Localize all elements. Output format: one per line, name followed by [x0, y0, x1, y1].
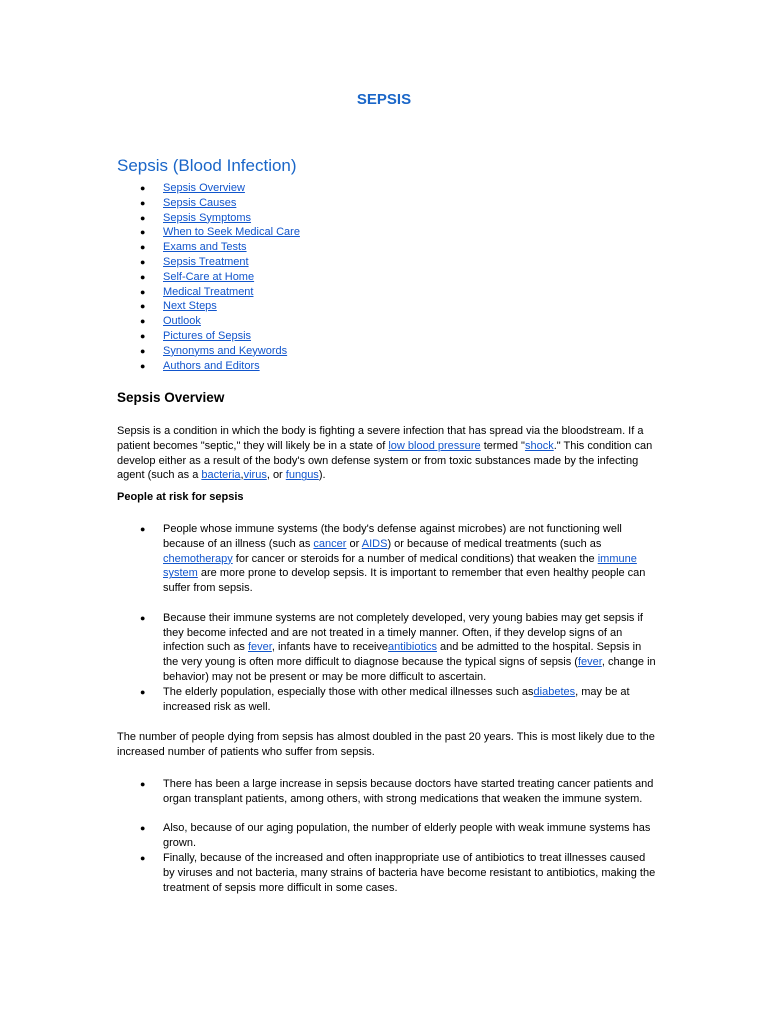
bullet-icon: ●	[140, 330, 146, 341]
toc-link-next-steps[interactable]: Next Steps	[163, 300, 217, 313]
text-span: Also, because of our aging population, the number of elderly people with weak immune systems has grown.	[163, 822, 651, 850]
link-fever[interactable]: fever	[577, 656, 602, 669]
toc-item	[117, 240, 300, 255]
toc-item	[117, 225, 300, 240]
toc-link-pictures[interactable]: Pictures of Sepsis	[163, 329, 252, 342]
toc-link-outlook[interactable]: Outlook	[163, 315, 201, 328]
bullet-icon: ●	[140, 212, 146, 223]
text-span: Finally, because of the increased and often inappropriate use of antibiotics to treat illnesses caused by viruses and not bacteria, many strains of bacteria have become resistant to antibiotics, making the treatment of sepsis more difficult in some cases.	[163, 851, 656, 894]
link-bacteria[interactable]: bacteria	[201, 469, 241, 482]
link-fungus[interactable]: fungus	[285, 469, 319, 482]
bullet-icon: ●	[140, 301, 146, 312]
toc-item	[117, 211, 300, 226]
text-span: are more prone to develop sepsis. It is important to remember that even healthy people can suffer from sepsis.	[163, 567, 646, 595]
mortality-paragraph: The number of people dying from sepsis has almost doubled in the past 20 years. This is most likely due to the increased number of patients who suffer from sepsis.	[117, 731, 655, 758]
link-diabetes[interactable]: diabetes	[533, 685, 576, 698]
toc-item	[117, 255, 300, 270]
overview-paragraph	[117, 424, 657, 483]
text-span: , or	[266, 469, 286, 482]
list-item	[117, 821, 657, 851]
text-span: There has been a large increase in sepsis because doctors have started treating cancer patients and organ transplant patients, among others, with strong medications that weaken the immune system.	[163, 778, 654, 805]
toc-link-when-to-seek-care[interactable]: When to Seek Medical Care	[163, 226, 300, 239]
link-immune-system[interactable]: immune system	[163, 552, 637, 580]
bullet-icon: ●	[140, 197, 146, 208]
bullet-icon: ●	[140, 360, 146, 371]
link-virus[interactable]: virus	[243, 469, 267, 482]
bullet-icon: ●	[140, 316, 146, 327]
link-chemotherapy[interactable]: chemotherapy	[163, 552, 233, 565]
bullet-icon: ●	[140, 227, 146, 238]
toc-item	[117, 314, 300, 329]
toc-item	[117, 270, 300, 285]
bullet-icon: ●	[140, 183, 146, 193]
list-item	[117, 777, 657, 807]
toc-link-exams-and-tests[interactable]: Exams and Tests	[163, 241, 247, 254]
toc-link-sepsis-symptoms[interactable]: Sepsis Symptoms	[163, 211, 252, 224]
list-item	[117, 685, 657, 715]
toc-item	[117, 299, 300, 314]
text-span: ,	[240, 469, 244, 482]
bullet-icon: ●	[140, 823, 146, 834]
toc-link-self-care[interactable]: Self-Care at Home	[163, 270, 255, 283]
link-shock[interactable]: shock	[524, 439, 554, 452]
reasons-list	[117, 777, 657, 895]
link-low-blood-pressure[interactable]: low blood pressure	[388, 439, 481, 452]
text-span: People whose immune systems (the body's defense against microbes) are not functioning well because of an illness (such as	[163, 523, 622, 550]
toc-link-medical-treatment[interactable]: Medical Treatment	[163, 285, 254, 298]
toc-item	[117, 181, 300, 196]
toc-link-sepsis-overview[interactable]: Sepsis Overview	[163, 182, 245, 194]
bullet-icon: ●	[140, 256, 146, 267]
link-aids[interactable]: AIDS	[361, 537, 388, 550]
bullet-icon: ●	[140, 686, 146, 697]
text-span: ." This condition can develop either as a result of the body's own defense system or from toxic substances made by the infecting agent (such as a	[117, 439, 653, 482]
toc-link-sepsis-treatment[interactable]: Sepsis Treatment	[163, 255, 249, 268]
risk-list	[117, 522, 657, 714]
toc-item	[117, 344, 300, 359]
text-span: ) or because of medical treatments (such as	[387, 537, 602, 550]
list-item	[117, 522, 657, 596]
document-title: SEPSIS	[356, 91, 412, 108]
text-span: , change in behavior) may not be present or may be more difficult to ascertain.	[163, 656, 656, 683]
toc-item	[117, 196, 300, 211]
toc-item	[117, 359, 300, 374]
list-item	[117, 611, 657, 685]
bullet-icon: ●	[140, 852, 146, 863]
overview-heading: Sepsis Overview	[117, 390, 225, 405]
text-span: ).	[318, 469, 326, 482]
toc-item	[117, 285, 300, 300]
text-span: Sepsis is a condition in which the body is fighting a severe infection that has spread via the bloodstream. If a patient becomes "septic," they will likely be in a state of	[117, 425, 644, 452]
bullet-icon: ●	[140, 612, 146, 623]
link-cancer[interactable]: cancer	[313, 537, 347, 550]
text-span: , infants have to receive	[271, 641, 389, 654]
link-fever[interactable]: fever	[248, 641, 272, 654]
text-span: The elderly population, especially those with other medical illnesses such as	[163, 685, 534, 698]
bullet-icon: ●	[140, 345, 146, 356]
text-span: and be admitted to the hospital. Sepsis in the very young is often more difficult to diagnose because the typical signs of sepsis (	[163, 641, 642, 669]
bullet-icon: ●	[140, 779, 146, 789]
text-span: , may be at increased risk as well.	[163, 685, 630, 713]
link-antibiotics[interactable]: antibiotics	[388, 641, 437, 654]
risk-heading: People at risk for sepsis	[117, 491, 244, 503]
text-span: or	[346, 537, 362, 550]
table-of-contents	[117, 181, 300, 373]
toc-item	[117, 329, 300, 344]
toc-link-authors[interactable]: Authors and Editors	[163, 359, 260, 372]
section-title: Sepsis (Blood Infection)	[117, 156, 297, 175]
bullet-icon: ●	[140, 524, 146, 534]
toc-link-synonyms[interactable]: Synonyms and Keywords	[163, 344, 288, 357]
list-item	[117, 851, 657, 895]
bullet-icon: ●	[140, 242, 146, 253]
toc-link-sepsis-causes[interactable]: Sepsis Causes	[163, 196, 237, 209]
text-span: for cancer or steroids for a number of medical conditions) that weaken the	[232, 552, 598, 565]
text-span: Because their immune systems are not completely developed, very young babies may get sepsis if they become infected and are not treated in a timely manner. Often, if they develop signs of an infection such as	[163, 611, 643, 654]
bullet-icon: ●	[140, 286, 146, 297]
text-span: termed "	[480, 439, 525, 452]
bullet-icon: ●	[140, 271, 146, 282]
